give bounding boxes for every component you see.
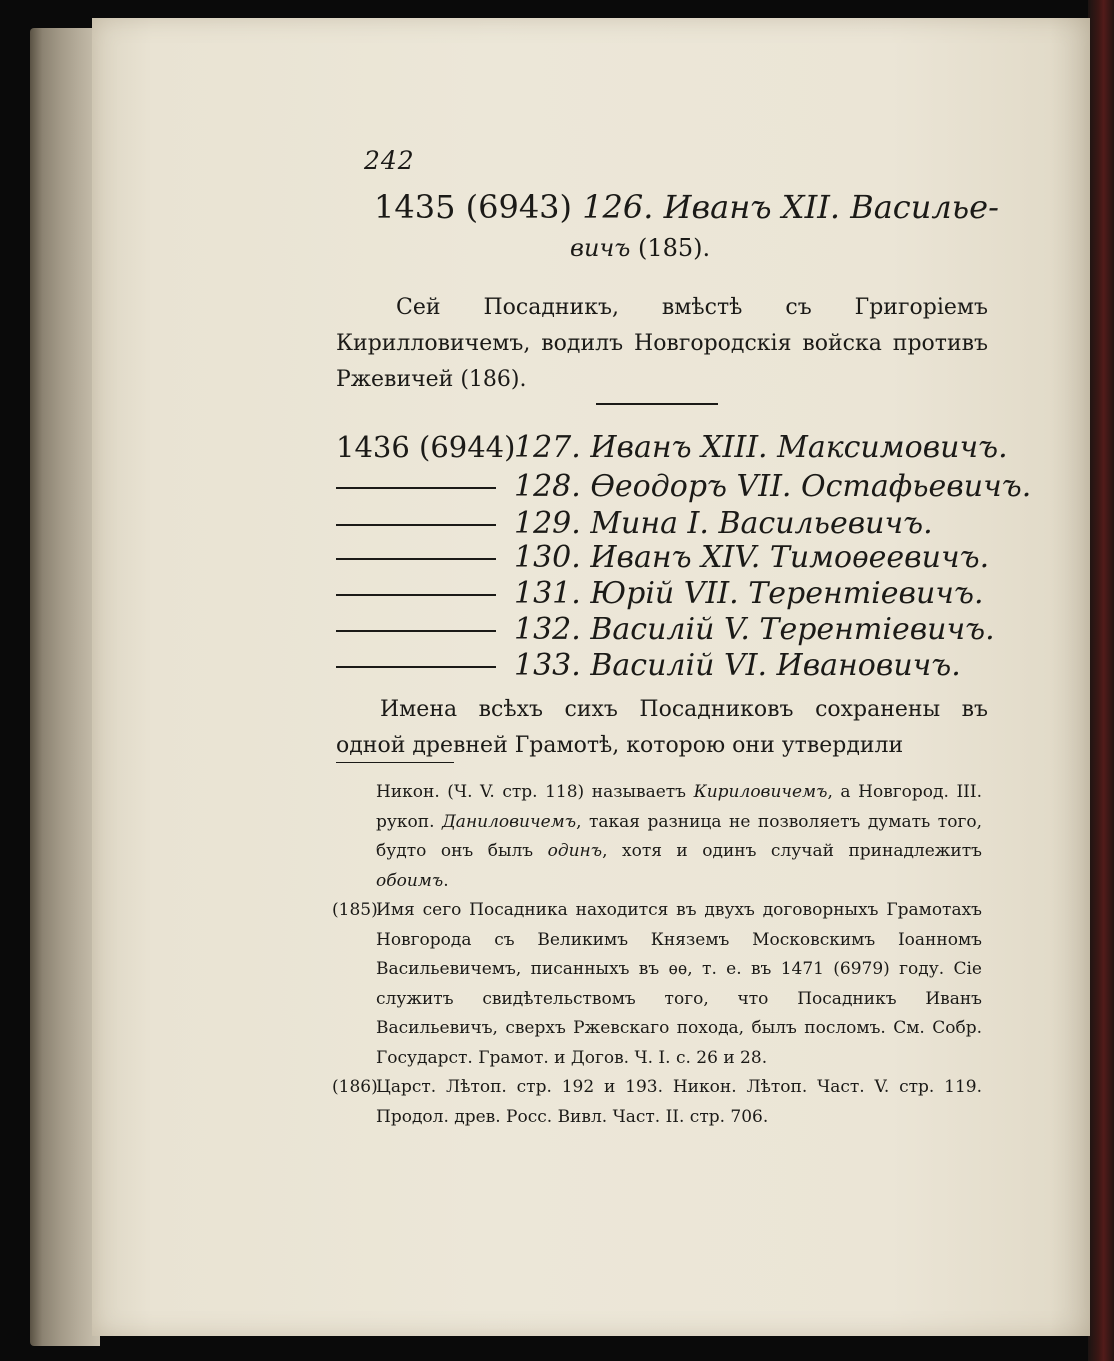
heading-name: Иванъ XII. Василье-	[663, 188, 999, 226]
list-item	[336, 430, 1008, 466]
footnote-text: Имя сего Посадника находится въ двухъ договорныхъ Грамотахъ Новгорода съ Великимъ Княземъ Московскимъ Іоанномъ Васильевичемъ, писанныхъ въ ѳѳ, т. е. въ 1471 (6979) году. Сіе служитъ свидѣтельствомъ того, что Посадникъ Иванъ Васильевичъ, сверхъ Ржевскаго похода, былъ посломъ. См. Собр. Государст. Грамот. и Догов. Ч. I. с. 26 и 28.	[376, 900, 982, 1068]
book-binding	[1088, 0, 1114, 1361]
list-item	[336, 576, 988, 612]
list-entry: 130. Иванъ XIV. Тимоѳеевичъ.	[514, 540, 990, 575]
book-page	[92, 18, 1090, 1336]
fn-text: , хотя и одинъ случай принадлежитъ	[602, 841, 982, 861]
ditto-line	[336, 487, 496, 489]
list-entry: 127. Иванъ XIII. Максимовичъ.	[514, 430, 1008, 465]
ditto-line	[336, 558, 496, 560]
paragraph-2	[336, 692, 988, 764]
fn-text: Никон. (Ч. V. стр. 118) называетъ	[376, 782, 694, 802]
heading-year: 1435 (6943)	[374, 188, 573, 226]
list-entry: 129. Мина I. Васильевичъ.	[514, 506, 933, 541]
footnote-186	[332, 1073, 982, 1132]
paragraph-1-text: Сей Посадникъ, вмѣстѣ съ Григоріемъ Кирилловичемъ, водилъ Новгородскія войска противъ Ржевичей (186).	[336, 295, 988, 392]
footnote-separator	[336, 762, 454, 763]
fn-emphasis: Даниловичемъ	[441, 811, 577, 832]
list-item	[336, 469, 1032, 505]
fn-text: , такая разница не позволяетъ думать того, будто онъ былъ	[376, 811, 982, 861]
list-item	[336, 648, 988, 684]
fn-emphasis: обоимъ	[376, 870, 444, 891]
book-page-edges	[30, 28, 100, 1346]
footnote-continued	[332, 778, 982, 896]
paragraph-1	[336, 290, 988, 398]
ditto-line	[336, 594, 496, 596]
list-item	[336, 612, 995, 648]
footnotes	[332, 778, 982, 1132]
footnote-text: Царст. Лѣтоп. стр. 192 и 193. Никон. Лѣтоп. Част. V. стр. 119. Продол. древ. Росс. Вивл. Част. II. стр. 706.	[376, 1077, 982, 1127]
paragraph-2-text: Имена всѣхъ сихъ Посадниковъ сохранены въ одной древней Грамотѣ, которою они утвердили	[336, 697, 988, 758]
entry-heading	[374, 188, 999, 226]
page-number: 242	[364, 146, 415, 175]
heading-index: 126.	[582, 188, 654, 226]
list-year: 1436 (6944)	[336, 430, 516, 464]
fn-emphasis: Кириловичемъ	[693, 782, 828, 802]
fn-emphasis: одинъ	[547, 841, 603, 861]
list-entry: 131. Юрій VII. Терентіевичъ.	[514, 576, 984, 611]
entry-heading-continuation	[570, 234, 710, 262]
list-item	[336, 506, 988, 542]
list-entry: 133. Василій VI. Ивановичъ.	[514, 648, 961, 683]
footnote-mark: (186)	[332, 1077, 378, 1097]
heading-name-cont: вичъ	[570, 234, 631, 262]
list-entry: 132. Василій V. Терентіевичъ.	[514, 612, 995, 647]
fn-text: .	[443, 870, 449, 891]
fn-text: , а Новгород. III. рукоп.	[376, 782, 983, 832]
section-divider	[596, 403, 718, 405]
list-item	[336, 540, 988, 576]
ditto-line	[336, 630, 496, 632]
heading-ref: (185).	[638, 234, 711, 262]
footnote-185	[332, 896, 982, 1073]
ditto-line	[336, 524, 496, 526]
ditto-line	[336, 666, 496, 668]
footnote-mark: (185)	[332, 900, 378, 920]
list-entry: 128. Ѳеодоръ VII. Остафьевичъ.	[514, 469, 1032, 504]
